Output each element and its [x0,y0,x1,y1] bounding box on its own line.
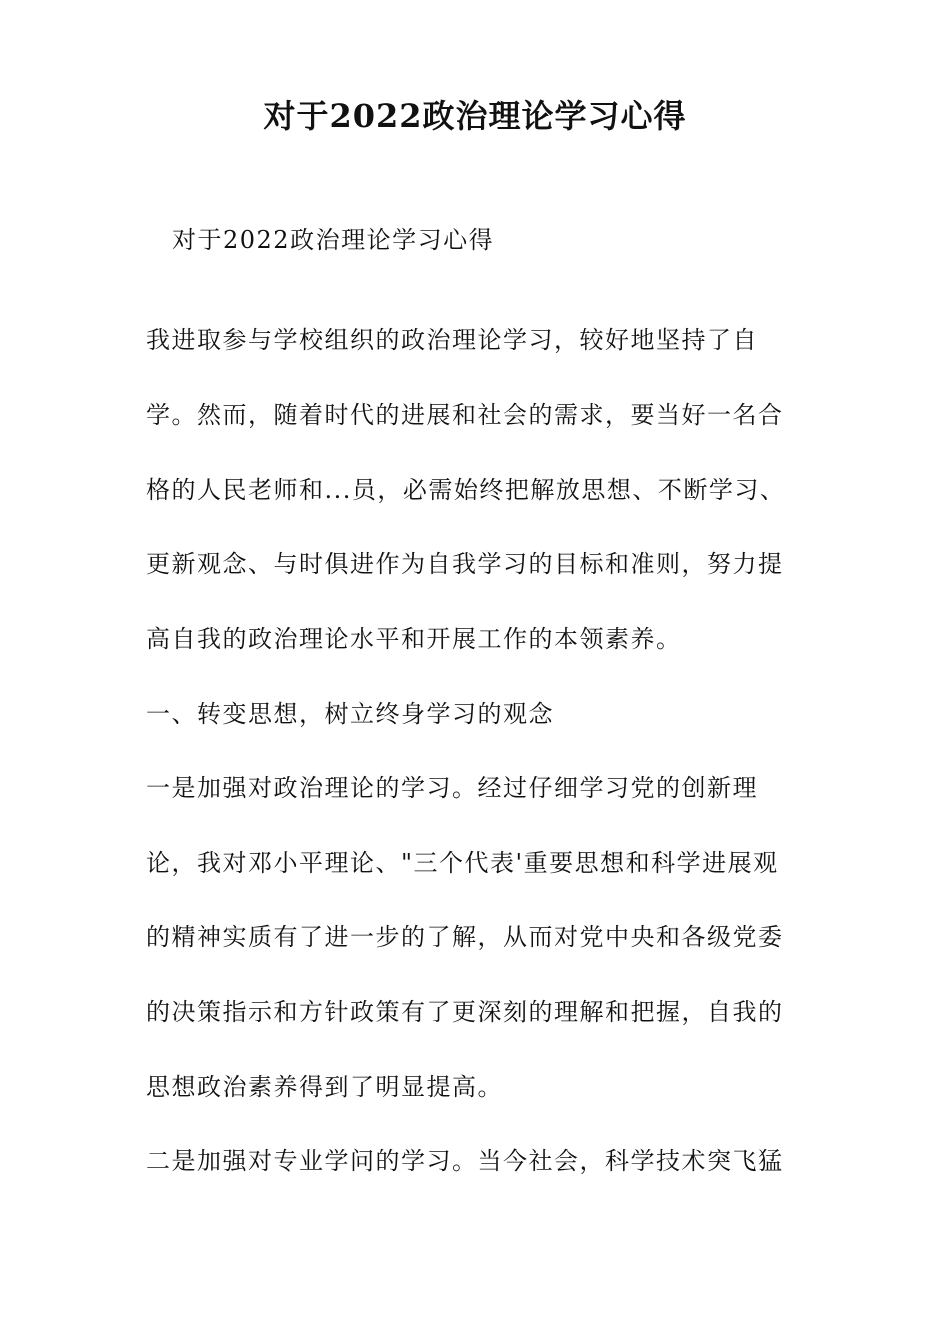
paragraph-line: 二是加强对专业学问的学习。当今社会，科学技术突飞猛 [146,1147,784,1175]
paragraph-line: 格的人民老师和...员，必需始终把解放思想、不断学习、 [146,476,786,504]
paragraph-line: 思想政治素养得到了明显提高。 [146,1073,503,1101]
document-subtitle: 对于2022政治理论学习心得 [172,226,495,254]
paragraph-line: 一是加强对政治理论的学习。经过仔细学习党的创新理 [146,774,758,802]
paragraph-line: 高自我的政治理论水平和开展工作的本领素养。 [146,625,682,653]
paragraph-line: 的精神实质有了进一步的了解，从而对党中央和各级党委 [146,923,784,951]
paragraph-line: 的决策指示和方针政策有了更深刻的理解和把握，自我的 [146,998,784,1026]
section-heading: 一、转变思想，树立终身学习的观念 [146,700,554,728]
paragraph-line: 更新观念、与时俱进作为自我学习的目标和准则，努力提 [146,550,784,578]
paragraph-line: 论，我对邓小平理论、"三个代表'重要思想和科学进展观 [146,849,779,877]
paragraph-line: 我进取参与学校组织的政治理论学习，较好地坚持了自 [146,326,758,354]
document-title: 对于2022政治理论学习心得 [263,97,687,135]
paragraph-line: 学。然而，随着时代的进展和社会的需求，要当好一名合 [146,401,784,429]
